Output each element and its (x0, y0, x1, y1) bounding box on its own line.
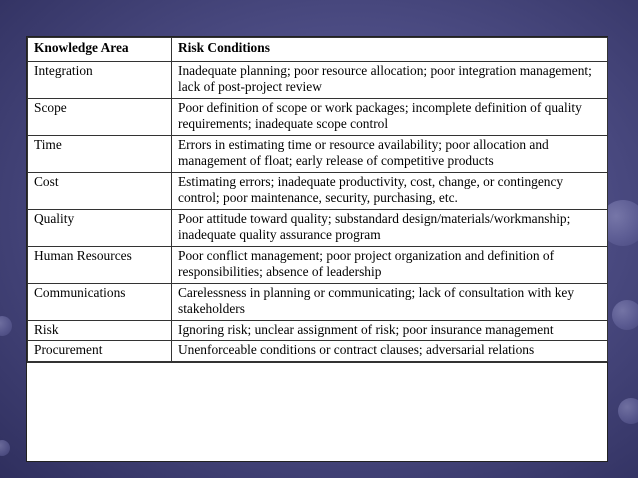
decorative-bubble (618, 398, 638, 424)
decorative-bubble (612, 300, 638, 330)
table-row (28, 283, 608, 320)
table-empty-footer (27, 362, 607, 403)
risk-conditions-cell: Unenforceable conditions or contract clauses; adversarial relations (172, 341, 608, 362)
knowledge-area-cell: Time (28, 135, 172, 172)
knowledge-area-cell: Integration (28, 61, 172, 98)
risk-conditions-table-panel (26, 36, 608, 462)
knowledge-area-cell: Cost (28, 172, 172, 209)
column-header-risk-conditions: Risk Conditions (172, 38, 608, 62)
risk-conditions-cell: Errors in estimating time or resource availability; poor allocation and management of float; early release of competitive products (172, 135, 608, 172)
risk-conditions-cell: Estimating errors; inadequate productivity, cost, change, or contingency control; poor maintenance, security, purchasing, etc. (172, 172, 608, 209)
knowledge-area-cell: Quality (28, 209, 172, 246)
table-row (28, 135, 608, 172)
knowledge-area-cell: Scope (28, 98, 172, 135)
decorative-bubble (0, 316, 12, 336)
knowledge-area-cell: Communications (28, 283, 172, 320)
knowledge-area-cell: Procurement (28, 341, 172, 362)
table-header-row (28, 38, 608, 62)
risk-conditions-table (27, 37, 608, 362)
column-header-knowledge-area: Knowledge Area (28, 38, 172, 62)
knowledge-area-cell: Risk (28, 320, 172, 341)
table-row (28, 341, 608, 362)
decorative-bubble (0, 440, 10, 456)
table-row (28, 209, 608, 246)
knowledge-area-cell: Human Resources (28, 246, 172, 283)
table-row (28, 320, 608, 341)
table-row (28, 172, 608, 209)
risk-conditions-cell: Inadequate planning; poor resource allocation; poor integration management; lack of post-project review (172, 61, 608, 98)
risk-conditions-cell: Carelessness in planning or communicating; lack of consultation with key stakeholders (172, 283, 608, 320)
risk-conditions-cell: Poor conflict management; poor project organization and definition of responsibilities; absence of leadership (172, 246, 608, 283)
table-row (28, 61, 608, 98)
risk-conditions-cell: Poor definition of scope or work packages; incomplete definition of quality requirements; inadequate scope control (172, 98, 608, 135)
table-row (28, 98, 608, 135)
table-row (28, 246, 608, 283)
risk-conditions-cell: Ignoring risk; unclear assignment of risk; poor insurance management (172, 320, 608, 341)
risk-conditions-cell: Poor attitude toward quality; substandard design/materials/workmanship; inadequate quality assurance program (172, 209, 608, 246)
